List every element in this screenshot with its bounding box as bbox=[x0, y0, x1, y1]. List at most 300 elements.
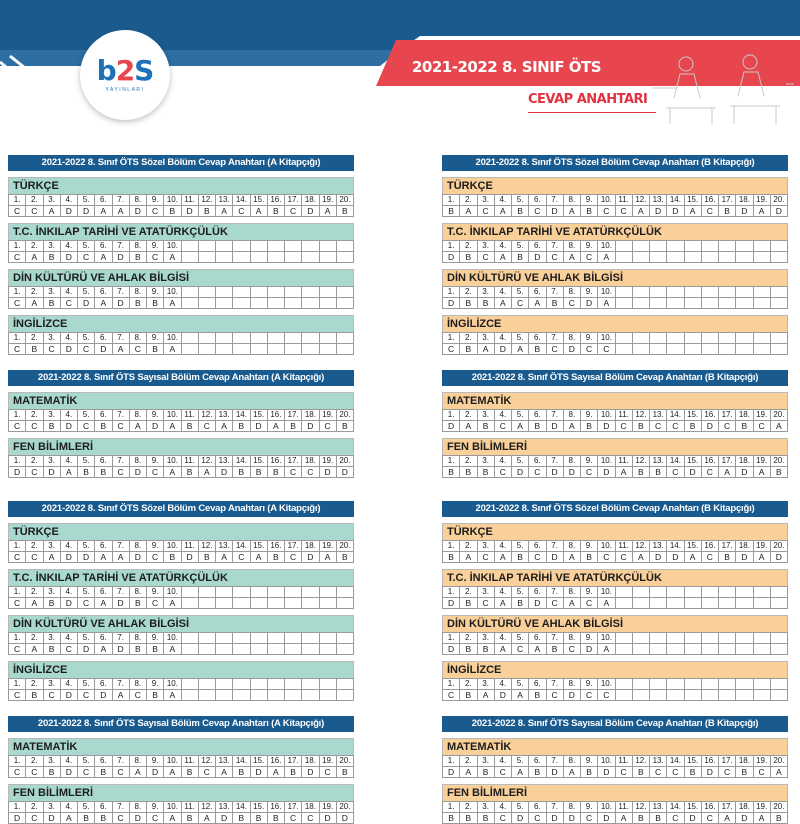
answer-cell: B bbox=[95, 467, 112, 478]
empty-cell bbox=[198, 633, 215, 644]
answer-cell: C bbox=[546, 344, 563, 355]
question-number-cell: 19. bbox=[319, 195, 336, 206]
answer-cell: B bbox=[43, 298, 60, 309]
answer-cell: A bbox=[563, 767, 580, 778]
empty-cell bbox=[302, 344, 319, 355]
question-number-cell: 16. bbox=[267, 541, 284, 552]
answer-cell: C bbox=[147, 813, 164, 824]
answer-cell: D bbox=[147, 767, 164, 778]
question-number-cell: 13. bbox=[650, 802, 667, 813]
question-number-cell: 1. bbox=[9, 633, 26, 644]
answer-cell: D bbox=[650, 552, 667, 563]
empty-cell bbox=[736, 287, 753, 298]
answer-cell: C bbox=[129, 344, 146, 355]
empty-cell bbox=[736, 679, 753, 690]
question-number-cell: 14. bbox=[667, 195, 684, 206]
question-number-cell: 16. bbox=[701, 410, 718, 421]
empty-cell bbox=[684, 679, 701, 690]
answer-cell: A bbox=[60, 467, 77, 478]
empty-cell bbox=[302, 241, 319, 252]
block-title: 2021-2022 8. Sınıf ÖTS Sayısal Bölüm Cevap Anahtarı (A Kitapçığı) bbox=[8, 716, 354, 732]
answer-cell: D bbox=[250, 767, 267, 778]
question-number-cell: 7. bbox=[112, 633, 129, 644]
empty-cell bbox=[701, 333, 718, 344]
empty-cell bbox=[198, 644, 215, 655]
question-number-row bbox=[443, 802, 788, 813]
answer-cell: B bbox=[95, 767, 112, 778]
block-title: 2021-2022 8. Sınıf ÖTS Sözel Bölüm Cevap Anahtarı (A Kitapçığı) bbox=[8, 155, 354, 171]
question-number-cell: 8. bbox=[129, 679, 146, 690]
answer-cell: D bbox=[512, 467, 529, 478]
question-number-cell: 9. bbox=[581, 195, 598, 206]
question-number-cell: 4. bbox=[494, 287, 511, 298]
answer-cell: A bbox=[512, 767, 529, 778]
question-number-cell: 13. bbox=[650, 456, 667, 467]
empty-cell bbox=[701, 679, 718, 690]
answer-grid bbox=[8, 801, 354, 824]
question-number-cell: 9. bbox=[147, 287, 164, 298]
answer-cell: B bbox=[477, 467, 494, 478]
question-number-cell: 13. bbox=[216, 541, 233, 552]
answer-cell: B bbox=[460, 644, 477, 655]
answer-cell: C bbox=[78, 252, 95, 263]
subject-title: MATEMATİK bbox=[8, 738, 354, 755]
question-number-cell: 12. bbox=[632, 195, 649, 206]
answer-cell: B bbox=[460, 813, 477, 824]
answer-cell: A bbox=[198, 813, 215, 824]
answer-cell: D bbox=[78, 206, 95, 217]
subject-title: MATEMATİK bbox=[442, 738, 788, 755]
answer-cell: A bbox=[319, 552, 336, 563]
answer-cell: B bbox=[181, 421, 198, 432]
answer-cell: B bbox=[129, 298, 146, 309]
question-number-cell: 10. bbox=[164, 195, 181, 206]
empty-cell bbox=[233, 587, 250, 598]
question-number-cell: 10. bbox=[164, 333, 181, 344]
empty-cell bbox=[198, 298, 215, 309]
answer-row bbox=[443, 344, 788, 355]
answer-row bbox=[443, 252, 788, 263]
question-number-cell: 8. bbox=[129, 333, 146, 344]
empty-cell bbox=[684, 252, 701, 263]
empty-cell bbox=[684, 690, 701, 701]
question-number-cell: 9. bbox=[581, 633, 598, 644]
empty-cell bbox=[632, 679, 649, 690]
subject-title: TÜRKÇE bbox=[8, 523, 354, 540]
answer-cell: A bbox=[26, 252, 43, 263]
empty-cell bbox=[302, 598, 319, 609]
question-number-cell: 20. bbox=[336, 802, 353, 813]
empty-cell bbox=[319, 287, 336, 298]
question-number-cell: 1. bbox=[443, 756, 460, 767]
question-number-cell: 17. bbox=[285, 195, 302, 206]
answer-cell: A bbox=[563, 552, 580, 563]
question-number-cell: 2. bbox=[26, 587, 43, 598]
empty-cell bbox=[216, 333, 233, 344]
answer-cell: C bbox=[701, 206, 718, 217]
answer-cell: B bbox=[719, 552, 736, 563]
answer-row bbox=[9, 767, 354, 778]
question-number-row bbox=[9, 756, 354, 767]
answer-cell: D bbox=[546, 467, 563, 478]
question-number-cell: 19. bbox=[319, 802, 336, 813]
page-subtitle: CEVAP ANAHTARI bbox=[528, 92, 648, 107]
question-number-cell: 19. bbox=[753, 802, 770, 813]
empty-cell bbox=[736, 587, 753, 598]
subject-section bbox=[8, 315, 354, 355]
question-number-cell: 4. bbox=[60, 679, 77, 690]
empty-cell bbox=[267, 679, 284, 690]
answer-cell: D bbox=[701, 421, 718, 432]
answer-cell: C bbox=[319, 767, 336, 778]
question-number-cell: 6. bbox=[95, 541, 112, 552]
answer-cell: D bbox=[129, 813, 146, 824]
question-number-cell: 10. bbox=[164, 802, 181, 813]
answer-cell: D bbox=[60, 252, 77, 263]
answer-cell: A bbox=[753, 813, 770, 824]
question-number-cell: 10. bbox=[164, 287, 181, 298]
question-number-cell: 20. bbox=[336, 410, 353, 421]
question-number-cell: 3. bbox=[477, 456, 494, 467]
answer-cell: D bbox=[736, 206, 753, 217]
empty-cell bbox=[770, 587, 787, 598]
empty-cell bbox=[198, 241, 215, 252]
question-number-cell: 6. bbox=[95, 456, 112, 467]
answer-cell: D bbox=[598, 813, 615, 824]
empty-cell bbox=[719, 587, 736, 598]
answer-cell: B bbox=[443, 206, 460, 217]
question-number-cell: 6. bbox=[95, 195, 112, 206]
empty-cell bbox=[216, 344, 233, 355]
answer-cell: C bbox=[147, 467, 164, 478]
answer-cell: B bbox=[233, 767, 250, 778]
question-number-cell: 8. bbox=[563, 679, 580, 690]
empty-cell bbox=[667, 287, 684, 298]
empty-cell bbox=[285, 598, 302, 609]
question-number-cell: 7. bbox=[112, 410, 129, 421]
answer-cell: B bbox=[581, 421, 598, 432]
empty-cell bbox=[319, 679, 336, 690]
answer-cell: A bbox=[43, 552, 60, 563]
answer-cell: A bbox=[719, 813, 736, 824]
question-number-cell: 18. bbox=[302, 456, 319, 467]
question-number-cell: 6. bbox=[529, 456, 546, 467]
empty-cell bbox=[719, 633, 736, 644]
empty-cell bbox=[250, 298, 267, 309]
empty-cell bbox=[302, 333, 319, 344]
question-number-cell: 19. bbox=[753, 541, 770, 552]
question-number-cell: 2. bbox=[26, 756, 43, 767]
question-number-cell: 9. bbox=[147, 633, 164, 644]
question-number-cell: 1. bbox=[9, 679, 26, 690]
empty-cell bbox=[701, 344, 718, 355]
question-number-cell: 9. bbox=[581, 410, 598, 421]
question-number-cell: 18. bbox=[302, 195, 319, 206]
answer-row bbox=[443, 598, 788, 609]
question-number-cell: 2. bbox=[460, 456, 477, 467]
question-number-cell: 2. bbox=[26, 679, 43, 690]
question-number-cell: 17. bbox=[719, 410, 736, 421]
question-number-cell: 9. bbox=[581, 333, 598, 344]
empty-cell bbox=[216, 298, 233, 309]
question-number-cell: 8. bbox=[129, 287, 146, 298]
empty-cell bbox=[250, 679, 267, 690]
answer-cell: A bbox=[250, 206, 267, 217]
empty-cell bbox=[267, 690, 284, 701]
question-number-cell: 2. bbox=[26, 456, 43, 467]
answer-cell: B bbox=[267, 467, 284, 478]
empty-cell bbox=[650, 252, 667, 263]
answer-cell: A bbox=[632, 552, 649, 563]
answer-cell: C bbox=[529, 206, 546, 217]
subject-title: FEN BİLİMLERİ bbox=[8, 784, 354, 801]
question-number-cell: 20. bbox=[336, 541, 353, 552]
question-number-cell: 4. bbox=[494, 541, 511, 552]
question-number-cell: 11. bbox=[615, 195, 632, 206]
subject-title: DİN KÜLTÜRÜ VE AHLAK BİLGİSİ bbox=[8, 615, 354, 632]
answer-cell: C bbox=[581, 690, 598, 701]
empty-cell bbox=[667, 690, 684, 701]
answer-cell: A bbox=[598, 644, 615, 655]
question-number-cell: 14. bbox=[233, 756, 250, 767]
question-number-cell: 12. bbox=[198, 456, 215, 467]
empty-cell bbox=[198, 287, 215, 298]
question-number-cell: 10. bbox=[164, 633, 181, 644]
question-number-cell: 5. bbox=[78, 587, 95, 598]
question-number-cell: 18. bbox=[302, 802, 319, 813]
question-number-cell: 14. bbox=[667, 756, 684, 767]
empty-cell bbox=[181, 690, 198, 701]
question-number-cell: 7. bbox=[546, 756, 563, 767]
subject-title: FEN BİLİMLERİ bbox=[442, 438, 788, 455]
question-number-cell: 5. bbox=[512, 195, 529, 206]
answer-grid bbox=[442, 194, 788, 217]
empty-cell bbox=[701, 690, 718, 701]
question-number-cell: 14. bbox=[667, 802, 684, 813]
question-number-row bbox=[9, 287, 354, 298]
question-number-cell: 10. bbox=[164, 456, 181, 467]
answer-cell: D bbox=[443, 767, 460, 778]
empty-cell bbox=[198, 333, 215, 344]
question-number-cell: 4. bbox=[60, 287, 77, 298]
empty-cell bbox=[336, 587, 353, 598]
subject-title: DİN KÜLTÜRÜ VE AHLAK BİLGİSİ bbox=[442, 615, 788, 632]
empty-cell bbox=[267, 587, 284, 598]
question-number-cell: 8. bbox=[129, 587, 146, 598]
question-number-cell: 19. bbox=[753, 756, 770, 767]
empty-cell bbox=[319, 598, 336, 609]
question-number-cell: 4. bbox=[60, 802, 77, 813]
empty-cell bbox=[216, 598, 233, 609]
answer-cell: D bbox=[443, 644, 460, 655]
answer-cell: C bbox=[529, 813, 546, 824]
empty-cell bbox=[632, 587, 649, 598]
question-number-cell: 11. bbox=[181, 802, 198, 813]
empty-cell bbox=[216, 633, 233, 644]
question-number-cell: 16. bbox=[701, 195, 718, 206]
empty-cell bbox=[285, 252, 302, 263]
answer-cell: B bbox=[250, 813, 267, 824]
answer-cell: C bbox=[753, 767, 770, 778]
question-number-cell: 7. bbox=[112, 541, 129, 552]
answer-cell: C bbox=[302, 467, 319, 478]
answer-cell: D bbox=[78, 644, 95, 655]
answer-cell: C bbox=[494, 767, 511, 778]
answer-row bbox=[9, 298, 354, 309]
answer-cell: D bbox=[302, 767, 319, 778]
question-number-cell: 2. bbox=[26, 333, 43, 344]
answer-row bbox=[443, 767, 788, 778]
answer-cell: D bbox=[112, 252, 129, 263]
answer-cell: C bbox=[719, 421, 736, 432]
block-title: 2021-2022 8. Sınıf ÖTS Sayısal Bölüm Cevap Anahtarı (A Kitapçığı) bbox=[8, 370, 354, 386]
answer-cell: A bbox=[216, 206, 233, 217]
answer-cell: C bbox=[26, 206, 43, 217]
empty-cell bbox=[632, 287, 649, 298]
question-number-cell: 13. bbox=[216, 756, 233, 767]
empty-cell bbox=[770, 298, 787, 309]
empty-cell bbox=[615, 598, 632, 609]
answer-grid bbox=[8, 286, 354, 309]
answer-cell: A bbox=[26, 598, 43, 609]
empty-cell bbox=[753, 252, 770, 263]
empty-cell bbox=[216, 644, 233, 655]
empty-cell bbox=[302, 587, 319, 598]
empty-cell bbox=[650, 241, 667, 252]
empty-cell bbox=[267, 644, 284, 655]
answer-cell: C bbox=[477, 552, 494, 563]
answer-cell: B bbox=[43, 598, 60, 609]
answer-cell: A bbox=[770, 767, 787, 778]
answer-row bbox=[9, 690, 354, 701]
question-number-cell: 8. bbox=[563, 633, 580, 644]
subject-section bbox=[442, 438, 788, 478]
empty-cell bbox=[216, 252, 233, 263]
answer-cell: B bbox=[512, 206, 529, 217]
answer-cell: C bbox=[233, 552, 250, 563]
empty-cell bbox=[701, 587, 718, 598]
answer-cell: A bbox=[563, 206, 580, 217]
question-number-cell: 13. bbox=[650, 541, 667, 552]
question-number-cell: 1. bbox=[9, 756, 26, 767]
empty-cell bbox=[615, 298, 632, 309]
answer-cell: D bbox=[581, 298, 598, 309]
answer-cell: D bbox=[546, 206, 563, 217]
empty-cell bbox=[667, 587, 684, 598]
question-number-row bbox=[9, 541, 354, 552]
question-number-cell: 19. bbox=[319, 756, 336, 767]
question-number-cell: 10. bbox=[598, 241, 615, 252]
answer-cell: D bbox=[529, 598, 546, 609]
answer-cell: D bbox=[736, 467, 753, 478]
answer-cell: A bbox=[129, 421, 146, 432]
answer-cell: A bbox=[216, 767, 233, 778]
answer-key-block bbox=[442, 501, 788, 701]
empty-cell bbox=[753, 587, 770, 598]
answer-cell: C bbox=[9, 344, 26, 355]
question-number-cell: 1. bbox=[9, 241, 26, 252]
answer-row bbox=[9, 344, 354, 355]
question-number-cell: 2. bbox=[460, 633, 477, 644]
question-number-cell: 3. bbox=[477, 756, 494, 767]
answer-cell: D bbox=[667, 206, 684, 217]
subject-section bbox=[8, 438, 354, 478]
empty-cell bbox=[181, 598, 198, 609]
empty-cell bbox=[336, 333, 353, 344]
empty-cell bbox=[319, 644, 336, 655]
answer-row bbox=[9, 467, 354, 478]
empty-cell bbox=[319, 690, 336, 701]
answer-cell: B bbox=[43, 644, 60, 655]
answer-cell: B bbox=[770, 813, 787, 824]
question-number-cell: 5. bbox=[78, 241, 95, 252]
answer-cell: B bbox=[181, 467, 198, 478]
question-number-cell: 5. bbox=[78, 195, 95, 206]
answer-grid bbox=[442, 240, 788, 263]
question-number-cell: 19. bbox=[753, 410, 770, 421]
answer-cell: B bbox=[43, 767, 60, 778]
question-number-cell: 9. bbox=[581, 456, 598, 467]
answer-cell: D bbox=[684, 467, 701, 478]
question-number-cell: 9. bbox=[147, 802, 164, 813]
empty-cell bbox=[615, 241, 632, 252]
answer-cell: B bbox=[78, 813, 95, 824]
logo-subtitle: YAYINLARI bbox=[105, 87, 145, 93]
answer-cell: C bbox=[598, 344, 615, 355]
empty-cell bbox=[319, 333, 336, 344]
question-number-cell: 3. bbox=[477, 679, 494, 690]
empty-cell bbox=[267, 298, 284, 309]
question-number-cell: 12. bbox=[198, 802, 215, 813]
empty-cell bbox=[632, 598, 649, 609]
question-number-cell: 16. bbox=[701, 756, 718, 767]
empty-cell bbox=[753, 333, 770, 344]
answer-cell: C bbox=[598, 690, 615, 701]
question-number-cell: 17. bbox=[285, 541, 302, 552]
answer-cell: B bbox=[129, 644, 146, 655]
empty-cell bbox=[719, 679, 736, 690]
answer-cell: C bbox=[650, 421, 667, 432]
empty-cell bbox=[719, 287, 736, 298]
answer-cell: A bbox=[494, 252, 511, 263]
answer-cell: D bbox=[546, 552, 563, 563]
answer-cell: D bbox=[129, 552, 146, 563]
question-number-cell: 6. bbox=[529, 333, 546, 344]
question-number-cell: 9. bbox=[147, 756, 164, 767]
question-number-cell: 7. bbox=[112, 456, 129, 467]
answer-cell: D bbox=[112, 644, 129, 655]
question-number-cell: 20. bbox=[336, 195, 353, 206]
answer-cell: D bbox=[60, 206, 77, 217]
answer-cell: C bbox=[615, 421, 632, 432]
answer-cell: C bbox=[529, 467, 546, 478]
empty-cell bbox=[615, 287, 632, 298]
question-number-cell: 2. bbox=[26, 802, 43, 813]
answer-grid bbox=[442, 332, 788, 355]
question-number-cell: 4. bbox=[60, 456, 77, 467]
answer-cell: C bbox=[598, 206, 615, 217]
empty-cell bbox=[615, 644, 632, 655]
answer-cell: C bbox=[701, 552, 718, 563]
answer-key-block bbox=[442, 155, 788, 355]
empty-cell bbox=[632, 690, 649, 701]
answer-cell: B bbox=[164, 206, 181, 217]
question-number-cell: 16. bbox=[701, 456, 718, 467]
empty-cell bbox=[615, 344, 632, 355]
empty-cell bbox=[181, 344, 198, 355]
empty-cell bbox=[667, 298, 684, 309]
subject-section bbox=[442, 661, 788, 701]
